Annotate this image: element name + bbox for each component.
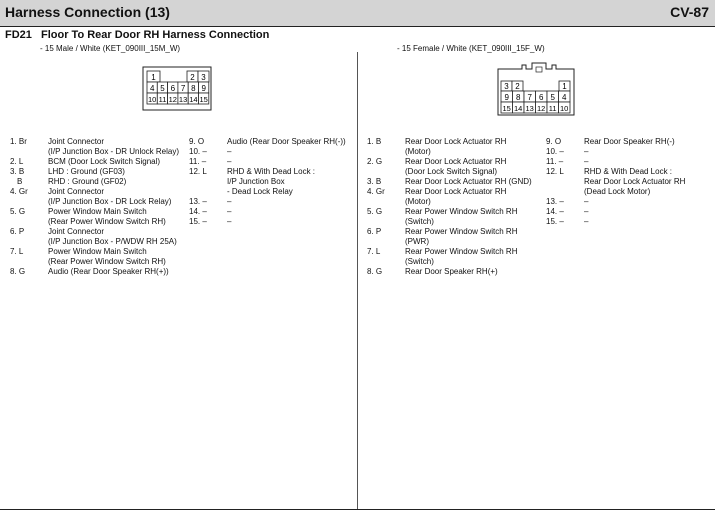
male-pin-label: 11 (158, 95, 167, 104)
pin-description: (Motor) (405, 147, 431, 156)
pin-description: – (227, 207, 232, 216)
pin-description: RHD & With Dead Lock : (584, 167, 673, 176)
pin-description: – (584, 157, 589, 166)
pin-number: 12. L (189, 167, 207, 176)
pin-description: (Motor) (405, 197, 431, 206)
pin-description: (I/P Junction Box - DR Lock Relay) (48, 197, 172, 206)
section-code: FD21 (5, 29, 32, 41)
pin-number: 7. L (10, 247, 24, 256)
pin-number: 7. L (367, 247, 381, 256)
female-pin-label: 12 (537, 104, 546, 113)
female-pin-label: 4 (561, 93, 567, 102)
pin-description: Joint Connector (48, 137, 105, 146)
female-pin-label: 13 (525, 104, 534, 113)
pin-description: LHD : Ground (GF03) (48, 167, 125, 176)
pin-number: 12. L (546, 167, 564, 176)
pin-number: 4. Gr (367, 187, 385, 196)
pin-description: – (227, 217, 232, 226)
pin-number: 5. G (10, 207, 26, 216)
pin-description: - Dead Lock Relay (227, 187, 293, 196)
pin-description: (Switch) (405, 257, 434, 266)
pin-description: Power Window Main Switch (48, 247, 147, 256)
pin-number: 10. – (546, 147, 564, 156)
pin-description: (Rear Power Window Switch RH) (48, 257, 166, 266)
female-pin-label: 3 (504, 82, 509, 91)
female-pin-label: 10 (560, 104, 569, 113)
pin-number: 1. B (367, 137, 382, 146)
male-pin-label: 13 (178, 95, 188, 104)
male-pin-label: 8 (191, 84, 196, 93)
pin-description: (Switch) (405, 217, 434, 226)
pin-number: 11. – (189, 157, 207, 166)
pin-description: BCM (Door Lock Switch Signal) (48, 157, 161, 166)
pin-number: 6. P (10, 227, 25, 236)
pin-number: 8. G (367, 267, 383, 276)
left-connector-label: - 15 Male / White (KET_090III_15M_W) (40, 44, 181, 53)
pin-description: Rear Door Lock Actuator RH (405, 137, 507, 146)
male-pin-label: 9 (201, 84, 206, 93)
pin-description: Rear Power Window Switch RH (405, 227, 518, 236)
pin-description: Joint Connector (48, 187, 105, 196)
section-title: Floor To Rear Door RH Harness Connection (41, 29, 270, 41)
pin-description: – (227, 147, 232, 156)
page-header (0, 0, 715, 26)
pin-description: Rear Power Window Switch RH (405, 247, 518, 256)
pin-description: – (584, 147, 589, 156)
pin-number: 3. B (10, 167, 25, 176)
pin-description: Rear Door Lock Actuator RH (584, 177, 686, 186)
female-pin-label: 1 (562, 82, 567, 91)
pin-description: (Dead Lock Motor) (584, 187, 651, 196)
pin-description: (I/P Junction Box - DR Unlock Relay) (48, 147, 180, 156)
pin-description: – (584, 207, 589, 216)
column-divider (357, 52, 358, 510)
male-connector-diagram (142, 66, 212, 111)
pin-number: 6. P (367, 227, 382, 236)
female-pin-label: 9 (504, 93, 509, 102)
pin-number: 2. L (10, 157, 24, 166)
pin-description: Power Window Main Switch (48, 207, 147, 216)
pin-number: 11. – (546, 157, 564, 166)
page-number: CV-87 (670, 4, 709, 20)
pin-number: B (17, 177, 23, 186)
pin-description: – (227, 157, 232, 166)
pin-number: 14. – (189, 207, 207, 216)
female-connector-diagram (494, 60, 578, 120)
pin-number: 5. G (367, 207, 383, 216)
pin-number: 9. O (189, 137, 205, 146)
pin-number: 3. B (367, 177, 382, 186)
pin-description: Rear Door Lock Actuator RH (405, 187, 507, 196)
pin-description: Joint Connector (48, 227, 105, 236)
pin-description: (Door Lock Switch Signal) (405, 167, 498, 176)
pin-number: 14. – (546, 207, 564, 216)
right-connector-label: - 15 Female / White (KET_090III_15F_W) (397, 44, 545, 53)
pin-description: – (584, 197, 589, 206)
male-pin-label: 7 (180, 84, 186, 93)
female-pin-label: 2 (515, 82, 520, 91)
male-pin-label: 1 (151, 73, 156, 82)
pin-number: 1. Br (10, 137, 27, 146)
pin-number: 4. Gr (10, 187, 28, 196)
male-pin-label: 15 (199, 95, 208, 104)
pin-description: – (584, 217, 589, 226)
female-pin-label: 5 (550, 93, 555, 102)
male-pin-label: 10 (148, 95, 157, 104)
pin-description: Audio (Rear Door Speaker RH(-)) (227, 137, 346, 146)
female-pin-label: 8 (515, 93, 521, 102)
footer-rule (0, 509, 715, 510)
pin-description: – (227, 197, 232, 206)
pin-number: 13. – (189, 197, 207, 206)
female-pin-label: 14 (514, 104, 523, 113)
pin-description: RHD : Ground (GF02) (48, 177, 127, 186)
female-pin-label: 15 (502, 104, 511, 113)
pin-number: 2. G (367, 157, 383, 166)
pin-description: I/P Junction Box (227, 177, 285, 186)
pin-number: 13. – (546, 197, 564, 206)
male-pin-label: 12 (168, 95, 177, 104)
pin-description: Rear Door Lock Actuator RH (405, 157, 507, 166)
header-rule (0, 26, 715, 27)
pin-description: Rear Door Lock Actuator RH (GND) (405, 177, 532, 186)
female-pin-label: 7 (527, 93, 532, 102)
pin-number: 15. – (546, 217, 564, 226)
pin-description: (PWR) (405, 237, 429, 246)
pin-number: 10. – (189, 147, 207, 156)
pin-number: 9. O (546, 137, 562, 146)
male-pin-label: 2 (190, 73, 195, 82)
pin-number: 8. G (10, 267, 26, 276)
pin-description: Audio (Rear Door Speaker RH(+)) (48, 267, 169, 276)
pin-description: (Rear Power Window Switch RH) (48, 217, 166, 226)
pin-number: 15. – (189, 217, 207, 226)
pin-description: Rear Power Window Switch RH (405, 207, 518, 216)
pin-description: Rear Door Speaker RH(+) (405, 267, 498, 276)
pin-description: Rear Door Speaker RH(-) (584, 137, 675, 146)
female-pin-label: 11 (548, 104, 557, 113)
male-pin-label: 6 (170, 84, 176, 93)
male-pin-label: 5 (160, 84, 165, 93)
pin-description: (I/P Junction Box - P/WDW RH 25A) (48, 237, 177, 246)
pin-description: RHD & With Dead Lock : (227, 167, 316, 176)
page-title: Harness Connection (13) (5, 4, 170, 20)
male-pin-label: 4 (149, 84, 155, 93)
male-pin-label: 3 (201, 73, 206, 82)
male-pin-label: 14 (189, 95, 198, 104)
female-pin-label: 6 (538, 93, 544, 102)
